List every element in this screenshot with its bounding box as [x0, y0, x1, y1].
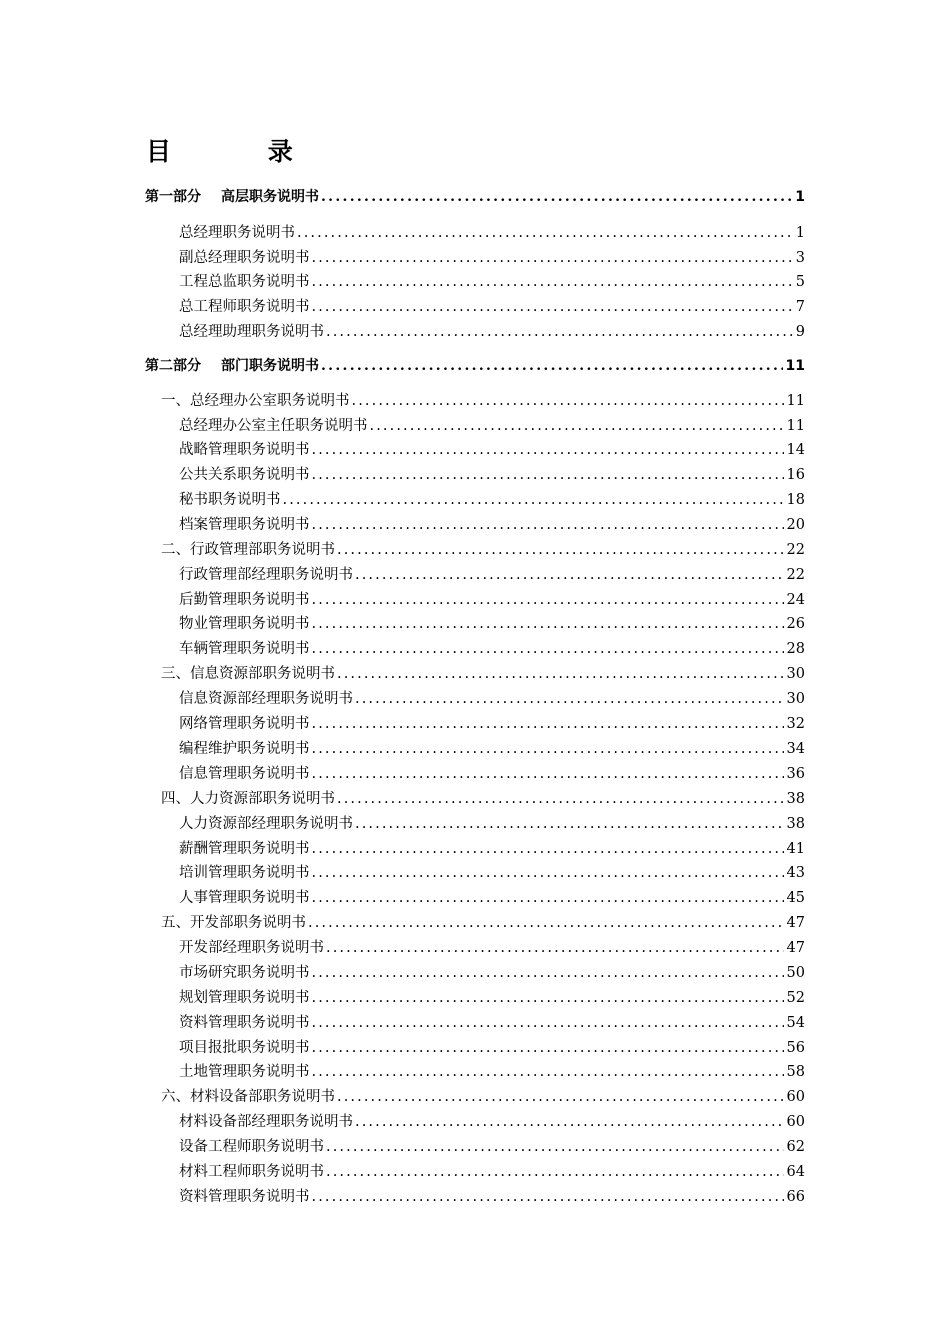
toc-entry-title: 人力资源部经理职务说明书 [179, 816, 353, 832]
toc-entry[interactable] [179, 438, 805, 462]
toc-entry-label [179, 488, 281, 512]
toc-entry-label [179, 1060, 310, 1084]
toc-page-number: 24 [786, 592, 805, 608]
toc-entry[interactable] [161, 1085, 805, 1109]
dot-leader [312, 463, 784, 487]
toc-entry-title: 资料管理职务说明书 [179, 1189, 310, 1205]
dot-leader [337, 1085, 784, 1109]
toc-page-number: 9 [795, 324, 805, 340]
dot-leader [370, 414, 784, 438]
toc-entry-title: 战略管理职务说明书 [179, 442, 310, 458]
dot-leader [312, 737, 784, 761]
dot-leader [312, 246, 793, 270]
toc-entry[interactable] [179, 737, 805, 761]
toc-page-number: 47 [786, 940, 805, 956]
toc-page-number: 11 [786, 418, 805, 434]
toc-page-number: 16 [786, 467, 805, 483]
page-title: 目 录 [146, 137, 337, 166]
toc-page-number: 26 [786, 616, 805, 632]
toc-entry-subtitle: 高层职务说明书 [221, 189, 319, 205]
dot-leader [326, 936, 784, 960]
dot-leader [312, 588, 784, 612]
toc-entry-label [161, 389, 350, 413]
toc-entry-title: 第一部分 [145, 189, 201, 205]
dot-leader [355, 687, 784, 711]
toc-entry[interactable] [161, 662, 805, 686]
toc-page-number: 7 [795, 299, 805, 315]
toc-entry-title: 薪酬管理职务说明书 [179, 841, 310, 857]
toc-entry[interactable] [161, 911, 805, 935]
toc-entry[interactable] [161, 787, 805, 811]
toc-entry-label [161, 662, 335, 686]
toc-page-number: 22 [786, 567, 805, 583]
toc-page-number: 28 [786, 641, 805, 657]
dot-leader [312, 986, 784, 1010]
toc-entry[interactable] [179, 1036, 805, 1060]
dot-leader [312, 270, 793, 294]
toc-entry-label [179, 513, 310, 537]
toc-page-number: 1 [795, 225, 805, 241]
toc-entry-title: 设备工程师职务说明书 [179, 1139, 324, 1155]
toc-entry-title: 信息资源部经理职务说明书 [179, 691, 353, 707]
toc-page-number: 52 [786, 990, 805, 1006]
toc-entry-label [179, 588, 310, 612]
toc-entry-title: 编程维护职务说明书 [179, 741, 310, 757]
toc-entry-label [179, 612, 310, 636]
toc-page-number: 47 [786, 915, 805, 931]
toc-page-number: 32 [786, 716, 805, 732]
toc-entry-title: 四、人力资源部职务说明书 [161, 791, 335, 807]
toc-entry-label [179, 712, 310, 736]
toc-entry-title: 秘书职务说明书 [179, 492, 281, 508]
toc-page-number: 3 [795, 250, 805, 266]
toc-entry[interactable] [179, 986, 805, 1010]
toc-entry[interactable] [179, 1011, 805, 1035]
toc-page-number: 22 [786, 542, 805, 558]
dot-leader [355, 563, 784, 587]
toc-entry-label [179, 221, 295, 245]
toc-entry-label [179, 1160, 324, 1184]
toc-entry-label [145, 354, 319, 378]
toc-entry-label [179, 414, 368, 438]
toc-entry-label [179, 270, 310, 294]
toc-entry[interactable] [179, 1110, 805, 1134]
toc-entry[interactable] [179, 221, 805, 245]
toc-entry[interactable] [179, 861, 805, 885]
toc-entry-subtitle: 部门职务说明书 [221, 358, 319, 374]
toc-entry-title: 总经理办公室主任职务说明书 [179, 418, 368, 434]
toc-entry-label [179, 246, 310, 270]
toc-entry-title: 市场研究职务说明书 [179, 965, 310, 981]
toc-page-number: 11 [786, 393, 805, 409]
toc-entry-label [179, 295, 310, 319]
toc-entry[interactable] [161, 538, 805, 562]
toc-page-number: 14 [786, 442, 805, 458]
toc-entry[interactable] [145, 354, 805, 378]
toc-entry-title: 项目报批职务说明书 [179, 1040, 310, 1056]
toc-entry-title: 档案管理职务说明书 [179, 517, 310, 533]
toc-entry-title: 总经理助理职务说明书 [179, 324, 324, 340]
toc-page-number: 62 [786, 1139, 805, 1155]
dot-leader [321, 185, 792, 209]
toc-entry-title: 五、开发部职务说明书 [161, 915, 306, 931]
toc-entry[interactable] [179, 712, 805, 736]
toc-entry[interactable] [179, 1185, 805, 1209]
toc-entry[interactable] [179, 270, 805, 294]
toc-entry-title: 规划管理职务说明书 [179, 990, 310, 1006]
toc-page-number: 64 [786, 1164, 805, 1180]
toc-entry-label [179, 986, 310, 1010]
toc-entry-title: 资料管理职务说明书 [179, 1015, 310, 1031]
toc-entry-label [161, 787, 335, 811]
toc-entry[interactable] [179, 1160, 805, 1184]
toc-entry-label [179, 637, 310, 661]
toc-page-number: 43 [786, 865, 805, 881]
toc-page-number: 30 [786, 691, 805, 707]
toc-entry-title: 开发部经理职务说明书 [179, 940, 324, 956]
toc-entry[interactable] [179, 1060, 805, 1084]
dot-leader [321, 354, 783, 378]
toc-entry-label [161, 538, 335, 562]
toc-page-number: 54 [786, 1015, 805, 1031]
toc-entry-title: 第二部分 [145, 358, 201, 374]
dot-leader [355, 812, 784, 836]
toc-page-number: 50 [786, 965, 805, 981]
toc-entry-label [179, 563, 353, 587]
toc-entry[interactable] [179, 812, 805, 836]
toc-entry-title: 一、总经理办公室职务说明书 [161, 393, 350, 409]
toc-entry-title: 人事管理职务说明书 [179, 890, 310, 906]
toc-entry-label [179, 861, 310, 885]
toc-entry[interactable] [179, 563, 805, 587]
dot-leader [312, 612, 784, 636]
dot-leader [283, 488, 784, 512]
toc-page-number: 5 [795, 274, 805, 290]
toc-entry-title: 副总经理职务说明书 [179, 250, 310, 266]
toc-page-number: 58 [786, 1064, 805, 1080]
dot-leader [312, 637, 784, 661]
dot-leader [312, 1036, 784, 1060]
toc-entry-label [179, 1036, 310, 1060]
dot-leader [312, 1011, 784, 1035]
dot-leader [326, 320, 793, 344]
toc-entry-label [179, 463, 310, 487]
toc-entry-label [179, 762, 310, 786]
toc-entry[interactable] [179, 837, 805, 861]
toc-entry[interactable] [161, 389, 805, 413]
dot-leader [326, 1135, 784, 1159]
toc-entry-title: 后勤管理职务说明书 [179, 592, 310, 608]
toc-entry-label [161, 911, 306, 935]
toc-entry[interactable] [179, 687, 805, 711]
toc-entry-title: 总经理职务说明书 [179, 225, 295, 241]
toc-entry[interactable] [179, 936, 805, 960]
toc-entry-label [179, 886, 310, 910]
toc-entry[interactable] [179, 246, 805, 270]
toc-entry-label [145, 185, 319, 209]
toc-entry[interactable] [179, 886, 805, 910]
toc-entry[interactable] [179, 463, 805, 487]
toc-entry-label [179, 961, 310, 985]
toc-entry-title: 材料工程师职务说明书 [179, 1164, 324, 1180]
dot-leader [337, 538, 784, 562]
toc-entry-label [179, 936, 324, 960]
toc-entry-title: 工程总监职务说明书 [179, 274, 310, 290]
dot-leader [337, 662, 784, 686]
toc-entry-label [179, 812, 353, 836]
toc-page-number: 38 [786, 791, 805, 807]
toc-entry-label [179, 837, 310, 861]
dot-leader [355, 1110, 784, 1134]
dot-leader [312, 295, 793, 319]
toc-entry-title: 六、材料设备部职务说明书 [161, 1089, 335, 1105]
dot-leader [312, 837, 784, 861]
dot-leader [312, 1060, 784, 1084]
toc-page-number: 41 [786, 841, 805, 857]
toc-entry[interactable] [179, 1135, 805, 1159]
toc-page-number: 38 [786, 816, 805, 832]
toc-entry[interactable] [179, 637, 805, 661]
toc-page-number: 66 [786, 1189, 805, 1205]
dot-leader [326, 1160, 784, 1184]
toc-entry-title: 三、信息资源部职务说明书 [161, 666, 335, 682]
toc-entry-label [179, 1185, 310, 1209]
dot-leader [312, 513, 784, 537]
toc-page-number: 60 [786, 1089, 805, 1105]
dot-leader [337, 787, 784, 811]
toc-entry-label [179, 438, 310, 462]
toc-entry-title: 车辆管理职务说明书 [179, 641, 310, 657]
toc-entry-title: 网络管理职务说明书 [179, 716, 310, 732]
dot-leader [312, 712, 784, 736]
dot-leader [308, 911, 784, 935]
toc-page-number: 11 [785, 358, 805, 374]
toc-entry-label [179, 1011, 310, 1035]
toc-page-number: 36 [786, 766, 805, 782]
toc-entry[interactable] [179, 588, 805, 612]
dot-leader [312, 886, 784, 910]
dot-leader [312, 961, 784, 985]
toc-entry[interactable] [179, 513, 805, 537]
toc-entry-label [161, 1085, 335, 1109]
toc-entry-title: 材料设备部经理职务说明书 [179, 1114, 353, 1130]
toc-entry-title: 信息管理职务说明书 [179, 766, 310, 782]
toc-entry-label [179, 1110, 353, 1134]
dot-leader [312, 438, 784, 462]
toc-entry-title: 行政管理部经理职务说明书 [179, 567, 353, 583]
toc-entry[interactable] [179, 320, 805, 344]
toc-entry-label [179, 687, 353, 711]
toc-entry-title: 总工程师职务说明书 [179, 299, 310, 315]
toc-entry[interactable] [145, 185, 805, 209]
dot-leader [312, 762, 784, 786]
dot-leader [312, 861, 784, 885]
toc-entry-label [179, 1135, 324, 1159]
toc-entry-label [179, 737, 310, 761]
toc-page-number: 30 [786, 666, 805, 682]
toc-entry[interactable] [179, 488, 805, 512]
toc-page-number: 45 [786, 890, 805, 906]
dot-leader [352, 389, 784, 413]
toc-page-number: 56 [786, 1040, 805, 1056]
toc-page-number: 1 [795, 189, 805, 205]
dot-leader [312, 1185, 784, 1209]
toc-page-number: 18 [786, 492, 805, 508]
toc-entry-label [179, 320, 324, 344]
toc-entry-title: 土地管理职务说明书 [179, 1064, 310, 1080]
toc-entry[interactable] [179, 414, 805, 438]
toc-entry[interactable] [179, 961, 805, 985]
toc-entry[interactable] [179, 612, 805, 636]
toc-entry[interactable] [179, 295, 805, 319]
toc-page-number: 20 [786, 517, 805, 533]
dot-leader [297, 221, 793, 245]
toc-entry-title: 二、行政管理部职务说明书 [161, 542, 335, 558]
toc-page-number: 60 [786, 1114, 805, 1130]
toc-entry-title: 培训管理职务说明书 [179, 865, 310, 881]
toc-page-number: 34 [786, 741, 805, 757]
toc-entry[interactable] [179, 762, 805, 786]
toc-entry-title: 物业管理职务说明书 [179, 616, 310, 632]
toc-entry-title: 公共关系职务说明书 [179, 467, 310, 483]
